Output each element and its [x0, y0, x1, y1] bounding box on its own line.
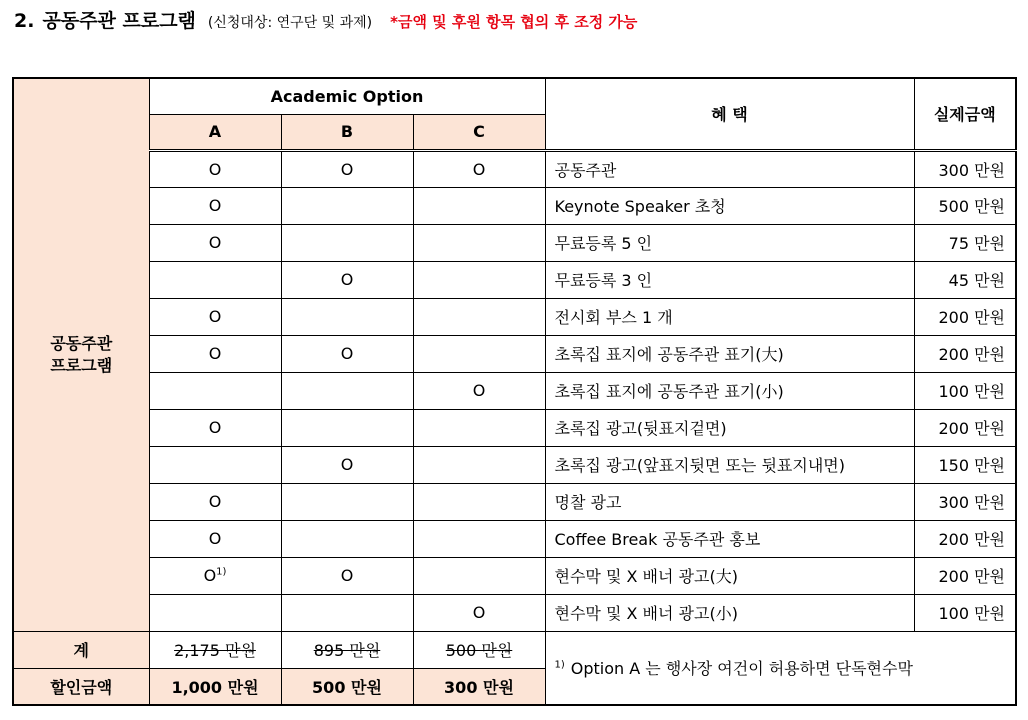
table-row	[13, 187, 1016, 224]
option-b-mark: O	[281, 261, 413, 298]
option-a-header: A	[149, 114, 281, 150]
benefit-cell: 공동주관	[545, 150, 914, 187]
option-b-mark	[281, 298, 413, 335]
option-a-mark-text: O	[208, 418, 222, 437]
option-b-mark	[281, 224, 413, 261]
table-row	[13, 446, 1016, 483]
section-subtitle: (신청대상: 연구단 및 과제)	[207, 15, 373, 31]
option-a-mark	[149, 187, 281, 224]
option-c-header: C	[413, 114, 545, 150]
footnote-ref: 1)	[216, 566, 227, 578]
discount-option-c: 300 만원	[413, 668, 545, 705]
amount-cell: 100 만원	[914, 372, 1016, 409]
total-option-c	[413, 631, 545, 668]
amount-cell: 200 만원	[914, 335, 1016, 372]
benefit-cell: 초록집 표지에 공동주관 표기(小)	[545, 372, 914, 409]
option-a-mark-text: O	[203, 566, 217, 585]
benefit-cell: 무료등록 5 인	[545, 224, 914, 261]
table-row	[13, 557, 1016, 594]
benefit-cell: 전시회 부스 1 개	[545, 298, 914, 335]
table-row	[13, 594, 1016, 631]
group-label-cell	[13, 78, 149, 631]
group-label-line2: 프로그램	[50, 355, 113, 375]
amount-cell: 200 만원	[914, 409, 1016, 446]
option-a-mark	[149, 594, 281, 631]
option-b-mark	[281, 372, 413, 409]
option-b-mark	[281, 483, 413, 520]
section-title: 공동주관 프로그램	[42, 10, 196, 32]
total-label: 계	[13, 631, 149, 668]
amount-header: 실제금액	[914, 78, 1016, 150]
option-c-mark	[413, 261, 545, 298]
section-number: 2.	[14, 10, 35, 32]
footnote-text: Option A 는 행사장 여건이 허용하면 단독현수막	[570, 659, 913, 679]
amount-cell: 45 만원	[914, 261, 1016, 298]
option-b-mark	[281, 594, 413, 631]
option-a-mark-text: O	[208, 159, 222, 179]
total-row	[13, 631, 1016, 668]
option-a-mark-text: O	[208, 307, 222, 326]
benefit-cell: 무료등록 3 인	[545, 261, 914, 298]
table-row	[13, 261, 1016, 298]
section-heading	[14, 6, 637, 36]
option-c-mark: O	[413, 372, 545, 409]
table-row	[13, 409, 1016, 446]
amount-cell: 100 만원	[914, 594, 1016, 631]
option-b-mark	[281, 520, 413, 557]
group-label-line1: 공동주관	[50, 333, 113, 353]
footnote-mark: 1)	[554, 659, 565, 671]
amount-cell: 500 만원	[914, 187, 1016, 224]
discount-option-b: 500 만원	[281, 668, 413, 705]
option-c-mark	[413, 298, 545, 335]
option-c-mark: O	[413, 594, 545, 631]
table-row	[13, 335, 1016, 372]
academic-option-header: Academic Option	[149, 78, 545, 114]
benefit-cell: 초록집 광고(앞표지뒷면 또는 뒷표지내면)	[545, 446, 914, 483]
amount-cell: 75 만원	[914, 224, 1016, 261]
option-c-mark	[413, 409, 545, 446]
amount-cell: 150 만원	[914, 446, 1016, 483]
option-b-mark: O	[281, 150, 413, 187]
option-c-mark	[413, 224, 545, 261]
total-option-a-value: 2,175 만원	[174, 641, 256, 660]
amount-cell: 300 만원	[914, 150, 1016, 187]
option-a-mark	[149, 446, 281, 483]
table-row	[13, 298, 1016, 335]
option-c-mark	[413, 335, 545, 372]
option-a-mark-text: O	[208, 529, 222, 548]
total-option-b-value: 895 만원	[313, 641, 381, 660]
option-c-mark	[413, 483, 545, 520]
option-b-mark: O	[281, 557, 413, 594]
option-b-mark: O	[281, 446, 413, 483]
total-option-a	[149, 631, 281, 668]
amount-cell: 200 만원	[914, 298, 1016, 335]
table-row	[13, 224, 1016, 261]
table-row	[13, 372, 1016, 409]
option-c-mark: O	[413, 150, 545, 187]
table-row	[13, 520, 1016, 557]
option-a-mark	[149, 150, 281, 187]
discount-option-a: 1,000 만원	[149, 668, 281, 705]
benefit-cell: Coffee Break 공동주관 홍보	[545, 520, 914, 557]
option-a-mark-text: O	[208, 344, 222, 363]
option-a-mark	[149, 520, 281, 557]
option-a-mark-text: O	[208, 233, 222, 252]
option-b-mark: O	[281, 335, 413, 372]
option-a-mark	[149, 409, 281, 446]
discount-label: 할인금액	[13, 668, 149, 705]
option-a-mark	[149, 372, 281, 409]
total-option-c-value: 500 만원	[445, 641, 513, 660]
amount-cell: 300 만원	[914, 483, 1016, 520]
option-c-mark	[413, 520, 545, 557]
program-table	[12, 77, 1017, 706]
option-a-mark-text: O	[208, 492, 222, 511]
benefit-cell: 명찰 광고	[545, 483, 914, 520]
table-row	[13, 150, 1016, 187]
benefit-cell: 초록집 광고(뒷표지겉면)	[545, 409, 914, 446]
option-b-mark	[281, 409, 413, 446]
amount-cell: 200 만원	[914, 557, 1016, 594]
option-c-mark	[413, 557, 545, 594]
option-a-mark	[149, 335, 281, 372]
option-a-mark	[149, 483, 281, 520]
option-a-mark	[149, 298, 281, 335]
option-c-mark	[413, 446, 545, 483]
benefit-cell: 현수막 및 X 배너 광고(小)	[545, 594, 914, 631]
option-a-mark	[149, 261, 281, 298]
option-b-header: B	[281, 114, 413, 150]
benefit-cell: 초록집 표지에 공동주관 표기(大)	[545, 335, 914, 372]
benefit-header: 혜 택	[545, 78, 914, 150]
amount-cell: 200 만원	[914, 520, 1016, 557]
option-b-mark	[281, 187, 413, 224]
footnote-cell	[545, 631, 1016, 705]
option-c-mark	[413, 187, 545, 224]
option-a-mark	[149, 224, 281, 261]
benefit-cell: 현수막 및 X 배너 광고(大)	[545, 557, 914, 594]
option-a-mark-text: O	[208, 196, 222, 215]
total-option-b	[281, 631, 413, 668]
benefit-cell: Keynote Speaker 초청	[545, 187, 914, 224]
adjustment-note: *금액 및 후원 항목 협의 후 조정 가능	[390, 13, 638, 31]
table-row	[13, 483, 1016, 520]
option-a-mark	[149, 557, 281, 594]
